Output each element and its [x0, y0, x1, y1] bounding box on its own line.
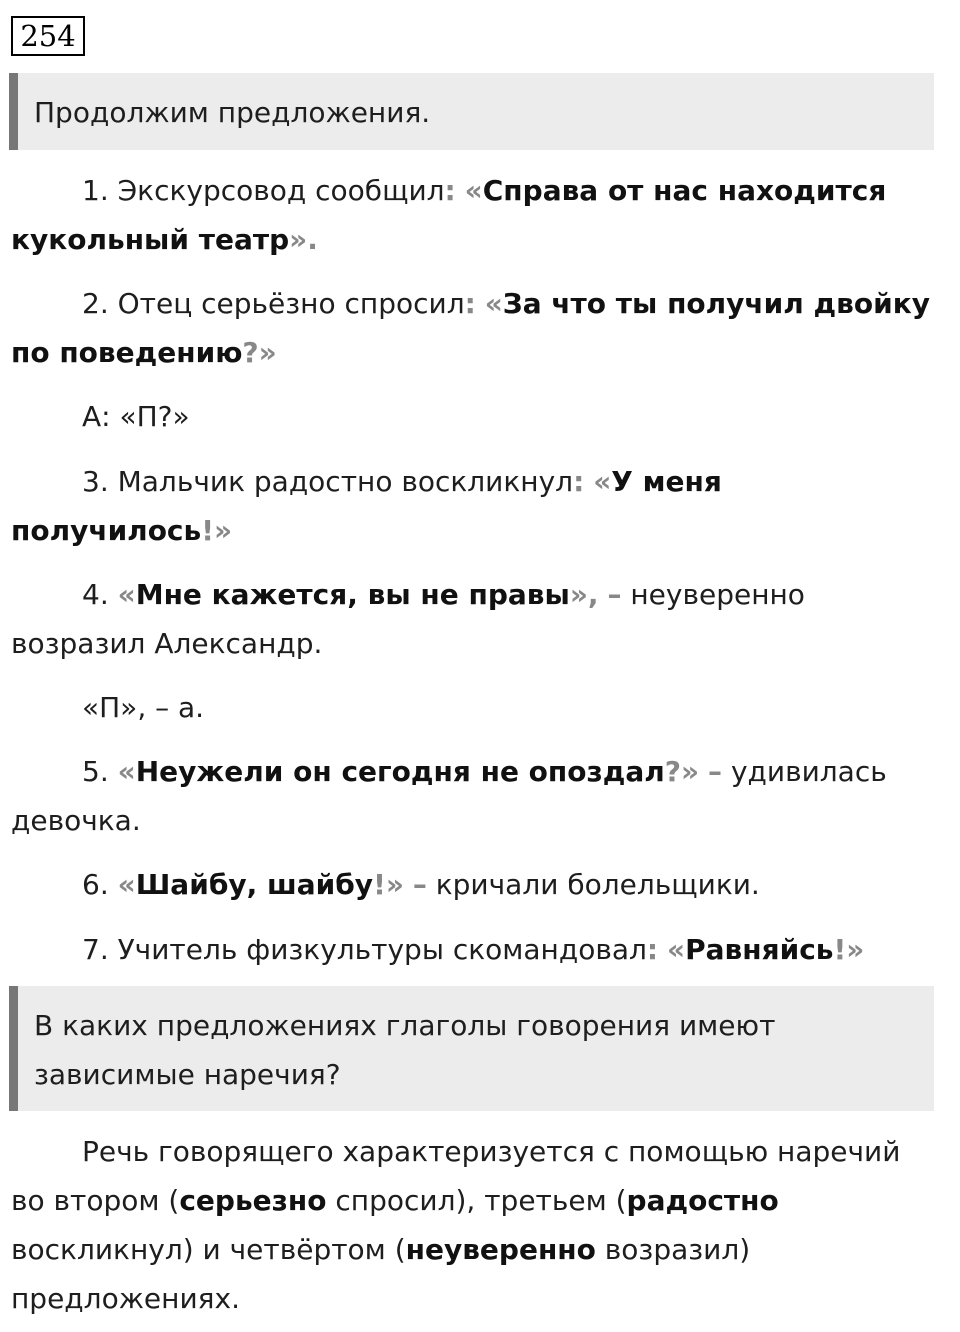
sentence-1-line-1: [82, 166, 886, 215]
sentence-3-line-2: [11, 506, 232, 555]
task-prompt-2-line-2: зависимые наречия?: [34, 1058, 341, 1091]
s4-tail-b: возразил Александр.: [11, 627, 323, 660]
s7-lead: 7. Учитель физкультуры скомандовал: [82, 933, 647, 966]
s5-speech: Неужели он сегодня не опоздал: [135, 755, 665, 788]
answer-l2c: спросил), третьем (: [326, 1184, 627, 1217]
s2-speech-a: За что ты получил двойку: [502, 287, 930, 320]
answer-line-2: [11, 1176, 779, 1225]
s6-tail: кричали болельщики.: [435, 868, 760, 901]
s2-question-mark: ?: [242, 336, 259, 369]
sentence-4-line-2: [11, 619, 322, 668]
answer-line-1: Речь говорящего характеризуется с помощью наречий: [82, 1135, 901, 1168]
s5-tail-b: девочка.: [11, 804, 141, 837]
s3-colon: :: [573, 465, 585, 498]
answer-adverb-seriously: серьезно: [179, 1184, 327, 1217]
answer-l3c: возразил): [595, 1233, 751, 1266]
s7-quote-close: »: [846, 933, 865, 966]
s4-tail-a: неуверенно: [630, 578, 805, 611]
scheme-2: «П», – а.: [82, 691, 205, 724]
s5-quote-close: »: [681, 755, 700, 788]
s1-lead: 1. Экскурсовод сообщил: [82, 174, 445, 207]
sentence-4-line-1: [82, 570, 805, 619]
sentence-2-line-2: [11, 328, 277, 377]
s5-dash: –: [708, 755, 723, 788]
exercise-number: 254: [11, 16, 85, 56]
answer-line-4: предложениях.: [11, 1282, 240, 1315]
s3-quote-open: «: [593, 465, 612, 498]
answer-adverb-uncertainly: неуверенно: [405, 1233, 596, 1266]
s6-num: 6.: [82, 868, 109, 901]
s7-colon: :: [646, 933, 659, 966]
sentence-5-line-1: [82, 747, 887, 796]
s1-quote-open: «: [464, 174, 483, 207]
s2-quote-open: «: [484, 287, 503, 320]
scheme-1: А: «П?»: [82, 400, 190, 433]
s5-quote-open: «: [117, 755, 136, 788]
s4-num: 4.: [82, 578, 109, 611]
answer-l2a: во втором (: [11, 1184, 180, 1217]
s4-speech: Мне кажется, вы не правы: [135, 578, 570, 611]
s6-speech: Шайбу, шайбу: [135, 868, 374, 901]
s1-colon: :: [444, 174, 456, 207]
s2-lead: 2. Отец серьёзно спросил: [82, 287, 465, 320]
sentence-1-line-2: [11, 215, 318, 264]
sentence-3-line-1: [82, 457, 722, 506]
answer-adverb-joyfully: радостно: [626, 1184, 779, 1217]
s5-tail-a: удивилась: [730, 755, 887, 788]
s6-quote-open: «: [117, 868, 136, 901]
sentence-5-line-2: [11, 796, 141, 845]
sentence-7: [82, 925, 864, 974]
s5-num: 5.: [82, 755, 109, 788]
s6-quote-close: »: [385, 868, 404, 901]
answer-line-3: [11, 1225, 750, 1274]
task-prompt-2: [9, 986, 934, 1111]
answer-l3a: воскликнул) и четвёртом (: [11, 1233, 406, 1266]
s4-quote-open: «: [117, 578, 136, 611]
task-prompt-2-line-1: В каких предложениях глаголы говорения имеют: [34, 1009, 776, 1042]
s7-exclamation: !: [833, 933, 847, 966]
s3-exclamation: !: [201, 514, 215, 547]
s2-colon: :: [464, 287, 476, 320]
s6-dash: –: [412, 868, 427, 901]
s7-speech: Равняйсь: [685, 933, 834, 966]
task-prompt-1-text: Продолжим предложения.: [34, 96, 431, 129]
s4-comma: ,: [587, 578, 599, 611]
s1-quote-close: »: [289, 223, 308, 256]
s4-dash: –: [607, 578, 622, 611]
sentence-6: [82, 860, 760, 909]
s7-quote-open: «: [667, 933, 686, 966]
s6-exclamation: !: [373, 868, 386, 901]
s3-speech-a: У меня: [611, 465, 722, 498]
sentence-2-line-1: [82, 279, 930, 328]
s2-speech-b: по поведению: [11, 336, 243, 369]
s3-speech-b: получилось: [11, 514, 202, 547]
task-prompt-1: [9, 73, 934, 150]
s4-quote-close: »: [569, 578, 588, 611]
s2-quote-close: »: [258, 336, 277, 369]
s3-quote-close: »: [214, 514, 233, 547]
s5-question-mark: ?: [664, 755, 682, 788]
s1-period: .: [307, 223, 318, 256]
s1-speech-a: Справа от нас находится: [482, 174, 887, 207]
s1-speech-b: кукольный театр: [11, 223, 290, 256]
s3-lead: 3. Мальчик радостно воскликнул: [82, 465, 574, 498]
